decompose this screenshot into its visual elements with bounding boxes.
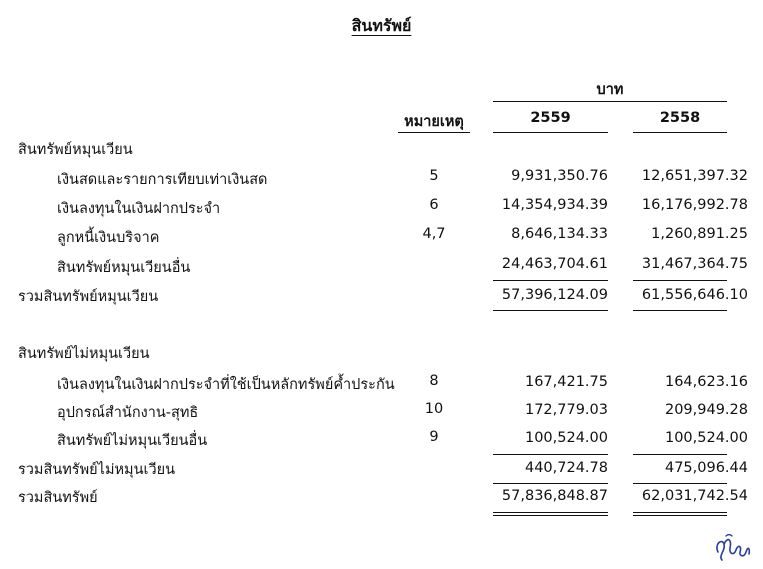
double-rule-2559-b [493, 515, 608, 516]
total-assets-2559: 57,836,848.87 [501, 488, 608, 504]
subtotal-rule-2558 [633, 280, 727, 281]
noncurrent-assets-heading: สินทรัพย์ไม่หมุนเวียน [18, 346, 150, 362]
row-note: 6 [429, 197, 439, 213]
row-label: ลูกหนี้เงินบริจาค [57, 230, 160, 246]
row-note: 4,7 [422, 226, 446, 242]
row-value-2558: 12,651,397.32 [641, 168, 748, 184]
year-2558-header: 2558 [659, 110, 701, 126]
total-rule-2559 [493, 483, 608, 484]
subtotal-rule-2559 [493, 280, 608, 281]
total-rule-2559 [493, 310, 608, 311]
double-rule-2558-b [633, 515, 727, 516]
row-note: 8 [429, 373, 439, 389]
row-value-2559: 100,524.00 [524, 430, 608, 446]
row-label: เงินลงทุนในเงินฝากประจำที่ใช้เป็นหลักทรัพย์ค้ำประกัน [57, 377, 395, 393]
row-label: สินทรัพย์ไม่หมุนเวียนอื่น [57, 433, 208, 449]
currency-unit: บาท [596, 82, 624, 98]
row-label: เงินลงทุนในเงินฝากประจำ [57, 201, 221, 217]
row-value-2559: 9,931,350.76 [511, 168, 608, 184]
current-assets-total-2558: 61,556,646.10 [641, 287, 748, 303]
total-assets-label: รวมสินทรัพย์ [18, 490, 98, 506]
year-2558-rule [633, 132, 727, 133]
row-note: 10 [424, 401, 444, 417]
row-value-2559: 24,463,704.61 [501, 256, 608, 272]
row-value-2558: 16,176,992.78 [641, 197, 748, 213]
year-2559-rule [493, 132, 608, 133]
year-2559-header: 2559 [530, 110, 571, 126]
current-assets-total-label: รวมสินทรัพย์หมุนเวียน [18, 289, 159, 305]
row-value-2559: 8,646,134.33 [511, 226, 608, 242]
row-label: อุปกรณ์สำนักงาน-สุทธิ [57, 405, 199, 421]
noncurrent-assets-total-label: รวมสินทรัพย์ไม่หมุนเวียน [18, 462, 176, 478]
row-value-2558: 100,524.00 [664, 430, 748, 446]
statement-title: สินทรัพย์ [351, 16, 412, 35]
note-header-rule [398, 132, 470, 133]
row-value-2558: 209,949.28 [664, 402, 748, 418]
note-column-header: หมายเหตุ [404, 114, 464, 130]
noncurrent-assets-total-2559: 440,724.78 [524, 460, 608, 476]
noncurrent-assets-total-2558: 475,096.44 [664, 460, 748, 476]
row-value-2559: 167,421.75 [524, 374, 608, 390]
row-value-2558: 1,260,891.25 [651, 226, 748, 242]
row-note: 5 [429, 168, 439, 184]
row-value-2558: 31,467,364.75 [641, 256, 748, 272]
row-value-2558: 164,623.16 [664, 374, 748, 390]
row-label: เงินสดและรายการเทียบเท่าเงินสด [57, 172, 268, 188]
total-assets-2558: 62,031,742.54 [641, 488, 748, 504]
row-value-2559: 172,779.03 [524, 402, 608, 418]
unit-rule [493, 101, 727, 102]
total-rule-2558 [633, 310, 727, 311]
double-rule-2558-a [633, 512, 727, 513]
current-assets-heading: สินทรัพย์หมุนเวียน [18, 142, 133, 158]
total-rule-2558 [633, 483, 727, 484]
row-value-2559: 14,354,934.39 [501, 197, 608, 213]
handwritten-signature [712, 530, 754, 566]
subtotal-rule-2559 [493, 454, 608, 455]
row-label: สินทรัพย์หมุนเวียนอื่น [57, 260, 191, 276]
current-assets-total-2559: 57,396,124.09 [501, 287, 608, 303]
row-note: 9 [429, 429, 439, 445]
double-rule-2559-a [493, 512, 608, 513]
subtotal-rule-2558 [633, 454, 727, 455]
